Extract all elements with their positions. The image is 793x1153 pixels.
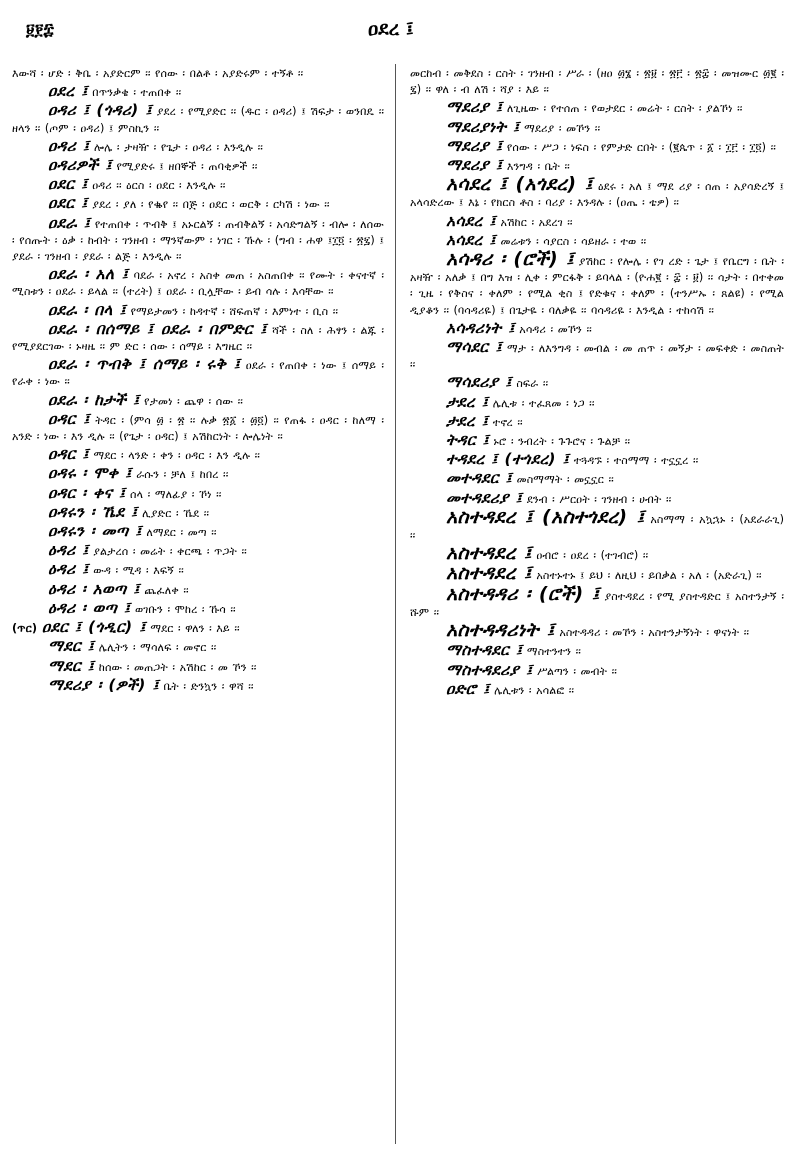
entry-definition: መሬቱን ፡ ሳያርስ ፡ ሳይዘራ ፡ ተወ ፡፡ (500, 234, 647, 248)
entry-headword: አስተዳደረ ፤ (አስተጎደረ) ፤ (446, 505, 645, 528)
entry-headword: ዕዳሪ ፡ ወጣ ፤ (48, 598, 131, 617)
entry-definition: ዐብሮ ፡ ዐደረ ፡ (ተገብሮ) ፡፡ (536, 549, 649, 563)
dictionary-entry (12, 465, 384, 483)
entry-definition: ሌሊትን ፡ ማሳለፍ ፡ መኖር ፡፡ (98, 641, 217, 655)
entry-headword: ማደር ፤ (48, 656, 95, 675)
entry-headword: ዐዳር ፤ (48, 445, 89, 464)
dictionary-entry (12, 561, 384, 579)
entry-headword: ማደሪያ ፤ (446, 136, 503, 155)
entry-definition: ለማደር ፡ መጣ ፡፡ (146, 526, 217, 540)
entry-headword: ዐዳሪ ፤ (ጎዳሪ) ፤ (48, 101, 153, 120)
dictionary-entry (12, 523, 384, 541)
entry-definition: አሽከር ፡ አደረገ ፡፡ (500, 215, 573, 229)
column-divider (395, 64, 396, 1144)
entry-headword: ማስተዳደር ፤ (446, 641, 523, 660)
entry-definition: ሊያድር ፡ ኼደ ፡፡ (142, 506, 209, 520)
dictionary-entry (12, 83, 384, 101)
entry-definition: እንግዳ ፡ ቤት ፡፡ (506, 160, 570, 174)
entry-definition: ዐደራ ፡ የጠበቀ ፡ ነው ፤ ሰማይ ፡ የራቀ ፡ ነው ፡፡ (12, 359, 384, 389)
entry-headword: አስተዳዳሪ ፡ (ሮች) ፤ (446, 582, 600, 605)
dictionary-entry (410, 505, 784, 544)
dictionary-entry (410, 432, 784, 450)
dictionary-entry (12, 411, 384, 445)
dictionary-entry (410, 642, 784, 660)
entry-definition: ያደረ ፡ ያለ ፡ የቈየ ፡፡ በጅ ፡ ዐደር ፡ ወርቅ ፡ ርካሽ ፡ ነው ፡፡ (92, 198, 330, 212)
entry-headword: አሳደረ ፤ (446, 230, 496, 249)
dictionary-entry (12, 138, 384, 156)
entry-definition: የሰው ፡ ሥጋ ፡ ነፍስ ፡ የምታድ ርበት ፡ (፪ጴጥ ፡ ፩ ፡ ፲፫ ፡ ፲፬) ፡፡ (506, 140, 776, 154)
entry-definition: ማደር ፡ ላንድ ፡ ቀን ፡ ዐዳር ፡ እን ዲሉ ፡፡ (93, 449, 260, 463)
entry-definition: ሻች ፡ ስለ ፡ ሕፃን ፡ ልጁ ፡ የሚያደርገው ፡ ኑዛዜ ፡፡ ም ድር ፡ ሰው ፡ ሰማይ ፡ እግዜር ፡፡ (12, 323, 384, 354)
dictionary-entry (12, 176, 384, 194)
entry-definition: ተጓዳኙ ፡ ተስማማ ፡ ተኗኗረ ፡፡ (573, 454, 699, 468)
entry-definition: ቤት ፡ ድንኳን ፡ ዋሻ ፡፡ (163, 679, 254, 693)
entry-headword: ዕዳሪ ፤ (48, 560, 89, 579)
entry-headword: ትዳር ፤ (446, 431, 489, 450)
page-number: ፱፻፰ (26, 20, 54, 39)
entry-headword: መተዳደሪያ ፤ (446, 488, 523, 507)
entry-definition: ለጊዜው ፡ የተሰጠ ፡ የወታደር ፡ መሬት ፡ ርስት ፡ ያልኾነ ፡፡ (506, 102, 743, 116)
entry-headword: ማደሪያ ፤ (446, 156, 503, 175)
entry-definition: የተጠበቀ ፡ ጥብቅ ፤ አኑርልኝ ፡ ጠብቅልኝ ፡ አሳድግልኝ ፡ ብሎ ፡ ለሰው ፡ የሰጡት ፡ ዕቃ ፡ ከብት ፡ ገንዘብ ፡ ማንኛውም ፡ ነገር ፡ ኹሉ ፡ (ግብ ፡ ሐዋ ፤፲፬ ፡ ፳፯) ፤ ያደራ ፡ ገንዘብ ፡ ያደራ ፡ ልጅ ፡ እንዲሉ ፡፡ (12, 217, 384, 264)
entry-headword: ማስተዳደሪያ ፤ (446, 660, 533, 679)
dictionary-entry (12, 600, 384, 618)
dictionary-entry (410, 394, 784, 412)
entry-headword: ታደረ ፤ (446, 411, 489, 430)
entry-headword: ዐዳሩን ፡ መጣ ፤ (48, 522, 142, 541)
entry-headword: ዐደር ፤ (48, 175, 88, 194)
entry-definition: ሎሌ ፡ ታዛዥ ፡ የጌታ ፡ ዐዳሪ ፡ እንዲሉ ፡፡ (93, 140, 263, 154)
entry-headword: አሳደረ ፤ (446, 211, 496, 230)
entry-definition: ስፍራ ፡፡ (516, 377, 549, 391)
entry-headword: ዐደር ፤ (ጎዲር) ፤ (41, 618, 146, 637)
entry-definition: ከሰው ፡ መጠጋት ፡ አሽከር ፡ መ ኾን ፡፡ (98, 660, 257, 674)
entry-definition: ማደር ፡ ዋለን ፡ እይ ፡፡ (150, 622, 240, 636)
header-word: ዐደረ ፤ (368, 18, 414, 40)
dictionary-entry (12, 658, 384, 676)
entry-definition: ደንብ ፡ ሥርዐት ፡ ገንዘብ ፡ ሀብት ፡፡ (526, 492, 672, 506)
dictionary-entry (12, 215, 384, 266)
entry-definition: መርከብ ፡ መቅደስ ፡ ርስት ፡ ገንዘብ ፡ ሥራ ፡ (ዘዐ ፴፮ ፡ ፳፱ ፡ ፳፫ ፡ ፳፰ ፡ መዝሙር ፴፪ ፡ ፯) ፡፡ ዋለ ፡ ብ ለሽ ፡ ሻያ ፡ እይ ፡፡ (410, 67, 784, 97)
entry-definition: ሰላ ፡ ማለፊያ ፡ ኾነ ፡፡ (130, 487, 222, 501)
entry-headword: ማደሪያ ፤ (446, 98, 503, 117)
dictionary-entry (12, 321, 384, 355)
entry-headword: ዐደራ ፤ (48, 213, 91, 232)
dictionary-entry (410, 248, 784, 319)
entry-definition: አስተኑተኑ ፤ ይህ ፡ ለዚህ ፡ ይበቃል ፡ አለ ፡ (አድራጊ) ፡፡ (536, 569, 762, 583)
entry-definition: ሌሊቱ ፡ ተፈጸመ ፡ ነጋ ፡፡ (492, 396, 595, 410)
entry-definition: ዕደሩ ፡ አለ ፤ ማደ ሪያ ፡ ሰጠ ፡ አያሳድረኝ ፤ አላሳድረው ፤ እኔ ፡ የክርስ ቶስ ፡ ባሪያ ፡ እንዳሉ ፡ (ዐጤ ፡ ቴዎ) ፡፡ (410, 180, 784, 210)
entry-definition: ያደረ ፡ የሚያድር ፡፡ (ዱር ፡ ዐዳሪ) ፤ ሽፍታ ፡ ወንበዴ ፡፡ ዘላን ፡፡ (ጦም ፡ ዐዳሪ) ፤ ምስኪን ፡፡ (12, 105, 384, 135)
entry-headword: መተዳደር ፤ (446, 469, 513, 488)
entry-headword: ዐደረ ፤ (48, 82, 88, 101)
entry-headword: ዕዳሪ ፡ አወጣ ፤ (48, 579, 140, 598)
entry-headword: ማሳደሪያ ፤ (446, 373, 512, 392)
entry-headword: አሳዳሪ ፡ (ሮች) ፤ (446, 248, 575, 271)
entry-definition: ተኖረ ፡፡ (492, 415, 523, 429)
dictionary-entry (12, 504, 384, 522)
entry-headword: ዐደራ ፡ ጥብቅ ፤ ሰማይ ፡ ሩቅ ፤ (48, 355, 241, 374)
entry-headword: አሳዳሪነት ፤ (446, 318, 515, 337)
entry-prefix: (ጥር) (12, 622, 42, 636)
entry-headword: ዐድሮ ፤ (446, 679, 490, 698)
dictionary-entry (410, 119, 784, 137)
dictionary-entry (12, 266, 384, 300)
entry-headword: ዐደራ ፡ አለ ፤ (48, 265, 129, 284)
entry-headword: ታደረ ፤ (446, 392, 489, 411)
entry-definition: ትዳር ፡ (ምሳ ፴ ፡ ፳ ፡፡ ሉቃ ፳፩ ፡ ፴፬) ፡፡ የጠፋ ፡ ዐዳር ፡ ከለማ ፡ አንድ ፡ ነው ፡ እን ዲሉ ፡፡ (የጌታ ፡ ዐዳር) ፤ አሽከርነት ፡ ሎሌነት ፡፡ (12, 413, 384, 444)
dictionary-entry (12, 446, 384, 464)
entry-definition: ያሽከር ፡ የሎሌ ፡ የገ ረድ ፡ ጌታ ፤ የቤርግ ፡ ቤት ፡ አዛዥ ፡ አለቃ ፤ በግ እዝ ፡ ሊቀ ፡ ምርፋቅ ፡ ይባላል ፡ (ዮሐ፪ ፡ ፰ ፡ ፱) ፡፡ ሳታት ፡ በተቀመ ፡ ጊዜ ፡ የቅስና ፡ ቀለም ፡ የሚል ቂስ ፤ የድቁና ፡ ቀለም ፡ (ተንሥኡ ፡ ጸልዩ) ፡ የሚል ዲያቆን ፡፡ (ባሳዳሪዬ) ፤ በጌታዬ ፡ ባለቃዬ ፡፡ ባሳዳሪዬ ፡ እንዲል ፡ ተከሳሽ ፡፡ (410, 255, 784, 317)
entry-definition: ያስተዳደረ ፡ የሚ ያስተዳድር ፤ አስተንታኝ ፡ ሹም ፡፡ (410, 589, 784, 619)
entry-definition: ባደራ ፡ አኖረ ፡ አስቀ መጠ ፡ አስጠበቀ ፡፡ የሙት ፡ ቀናተኛ ፡ ሚስቱን ፡ ዐደራ ፡ ይላል ፡፡ (ተረት) ፤ ዐደራ ፡ ቢሏቸው ፡ ይብ ሳሉ ፡ እሳቸው ፡፡ (12, 269, 384, 299)
entry-headword: ዐዳሩ ፡ ሞቀ ፤ (48, 464, 132, 483)
dictionary-entry (12, 619, 384, 637)
entry-headword: ዐዳር ፡ ቀና ፤ (48, 483, 126, 502)
entry-definition: ጨፈለቀ ፡፡ (144, 583, 189, 597)
entry-headword: ዐዳሪ ፤ (48, 136, 90, 155)
entry-headword: ዐዳር ፤ (48, 409, 90, 428)
dictionary-entry (410, 470, 784, 488)
entry-definition: የሚያድሩ ፤ ዘበኞች ፡ ጠባቂዎች ፡፡ (116, 160, 258, 174)
dictionary-entry (410, 662, 784, 680)
entry-definition: ዐዳሪ ፡፡ ዕርስ ፡ ዐደር ፡ እንዲሉ ፡፡ (92, 179, 226, 193)
entry-definition: ማስተንተን ፡፡ (526, 645, 581, 659)
dictionary-entry (12, 542, 384, 560)
entry-headword: አስተዳዳሪነት ፤ (446, 619, 555, 642)
entry-definition: አሳዳሪ ፡ መኾን ፡፡ (519, 322, 592, 336)
left-column (12, 66, 384, 1148)
dictionary-entry (12, 66, 384, 82)
entry-definition: ሌሊቱን ፡ አሳልፎ ፡፡ (494, 683, 575, 697)
entry-definition: ያልታረሰ ፡ መሬት ፡ ቀርጫ ፡ ጥጋት ፡፡ (93, 545, 247, 559)
entry-headword: ዕዳሪ ፤ (48, 541, 89, 560)
entry-headword: ማደሪያነት ፤ (446, 117, 520, 136)
dictionary-entry (410, 138, 784, 156)
dictionary-entry (12, 638, 384, 656)
dictionary-entry (410, 320, 784, 338)
entry-definition: ራሱን ፡ ቻለ ፤ ከበረ ፡፡ (136, 468, 229, 482)
entry-headword: አሳደረ ፤ (አጎደረ) ፤ (446, 173, 593, 196)
entry-definition: ኑሮ ፡ ንብረት ፡ ጉጉሮና ፡ ጉልቻ ፡፡ (493, 435, 631, 449)
entry-definition: ማደሪያ ፡ መኾን ፡፡ (524, 121, 601, 135)
entry-headword: ዐደራ ፡ ከታች ፤ (48, 390, 140, 409)
running-header (0, 20, 793, 52)
dictionary-entry (12, 677, 384, 695)
entry-headword: ዐዳሪዎች ፤ (48, 156, 112, 175)
dictionary-entry (410, 451, 784, 469)
entry-definition: የታመነ ፡ ጨዋ ፡ ሰው ፡፡ (144, 394, 243, 408)
entry-definition: በጥንቃቄ ፡ ተጠበቀ ፡፡ (92, 86, 182, 100)
entry-headword: ማደሪያ ፡ (ዎች) ፤ (48, 675, 159, 694)
entry-definition: አስተዳዳሪ ፡ መኾን ፡ አስተንታኝነት ፡ ዋናነት ፡፡ (559, 626, 749, 640)
entry-headword: ዐደራ ፡ በላ ፤ (48, 300, 127, 319)
entry-headword: ዐዳሩን ፡ ኼደ ፤ (48, 502, 138, 521)
dictionary-entry (410, 99, 784, 117)
dictionary-entry (410, 374, 784, 392)
entry-definition: አስማማ ፡ አኳኋኑ ፡ (አደራራጊ) ፡፡ (410, 512, 784, 543)
dictionary-entry (12, 392, 384, 410)
dictionary-entry (12, 581, 384, 599)
dictionary-entry (12, 102, 384, 136)
dictionary-entry (12, 356, 384, 390)
dictionary-entry (410, 66, 784, 98)
dictionary-entry (12, 302, 384, 320)
entry-headword: አስተዳደረ ፤ (446, 542, 532, 565)
entry-definition: ወገቡን ፡ ሞከረ ፡ ኹሳ ፡፡ (134, 602, 236, 616)
entry-definition: የማይታመን ፡ ከዳተኛ ፡ ሸፍጠኛ ፡ እምነተ ፡ ቢስ ፡፡ (130, 304, 338, 318)
entry-definition: ማታ ፡ ለእንግዳ ፡ መብል ፡ መ ጠጥ ፡ መኝታ ፡ መፍቀድ ፡ መስጠት ፡፡ (410, 342, 784, 372)
entry-headword: ዐደር ፤ (48, 194, 88, 213)
entry-headword: ማሳደር ፤ (446, 338, 503, 357)
entry-definition: ውዳ ፡ ሚዳ ፡ እፍኝ ፡፡ (93, 564, 184, 578)
dictionary-entry (410, 582, 784, 621)
right-column (410, 66, 784, 1148)
entry-definition: መስማማት ፡ መኗኗር ፡፡ (516, 473, 614, 487)
entry-headword: አስተዳደረ ፤ (446, 562, 532, 585)
dictionary-entry (12, 485, 384, 503)
dictionary-entry (410, 173, 784, 211)
dictionary-entry (12, 195, 384, 213)
dictionary-entry (410, 339, 784, 373)
dictionary-entry (410, 619, 784, 642)
entry-headword: ዐደራ ፡ በሰማይ ፤ ዐደራ ፡ በምድር ፤ (48, 319, 267, 338)
entry-headword: ተዳደረ ፤ (ተጎደረ) ፤ (446, 450, 570, 469)
entry-definition: ሥልጣን ፡ መብት ፡፡ (537, 664, 617, 678)
dictionary-entry (12, 157, 384, 175)
entry-headword: ማደር ፤ (48, 637, 95, 656)
dictionary-entry (410, 413, 784, 431)
dictionary-entry (410, 681, 784, 699)
entry-definition: እውሻ ፡ ሆድ ፡ ቅቤ ፡ አያድርም ፡፡ የሰው ፡ በልቶ ፡ አያድሩም ፡ ተኝቶ ፡፡ (12, 67, 304, 80)
dictionary-entry (410, 213, 784, 231)
